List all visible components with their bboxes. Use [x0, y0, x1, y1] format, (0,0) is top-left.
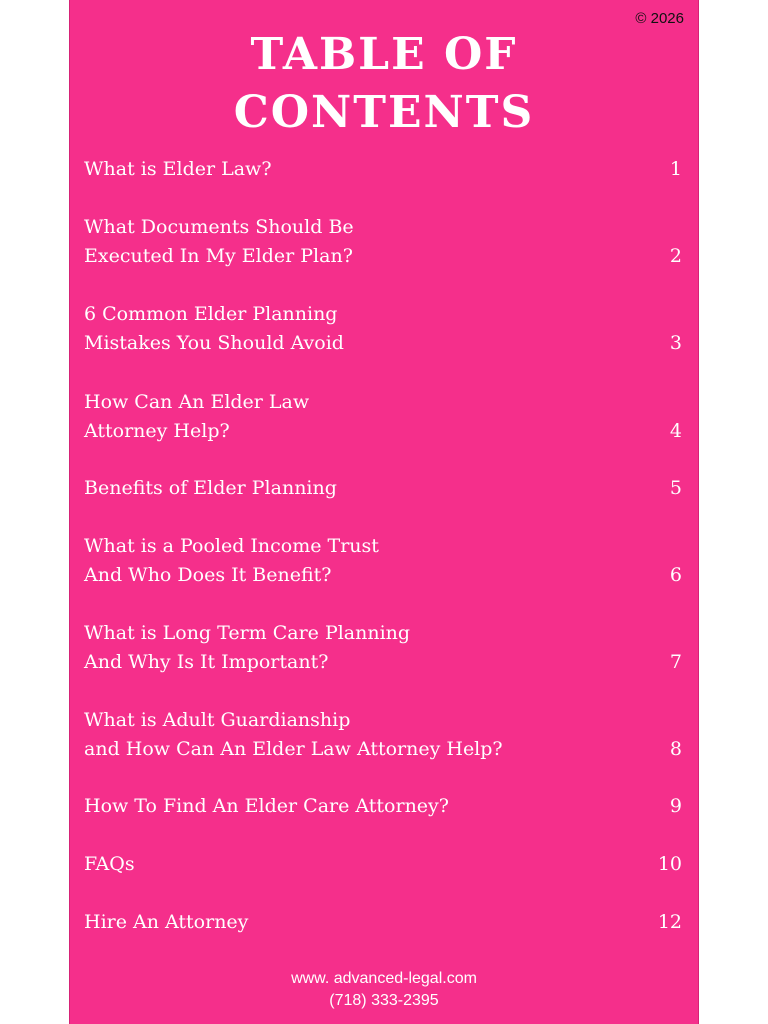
toc-item-label-line: and How Can An Elder Law Attorney Help? — [84, 738, 503, 760]
toc-item-label-line: Benefits of Elder Planning — [84, 477, 337, 499]
toc-item-label-line: Executed In My Elder Plan? — [84, 245, 353, 267]
toc-item-common-mistakes[interactable] — [84, 300, 682, 358]
toc-item-page-number: 3 — [669, 332, 682, 354]
toc-item-label-line: What is Adult Guardianship — [84, 709, 351, 731]
toc-item-label-line: What Documents Should Be — [84, 216, 354, 238]
toc-item-label — [84, 300, 682, 358]
toc-item-label-line: How To Find An Elder Care Attorney? — [84, 795, 449, 817]
toc-item-page-number: 2 — [669, 245, 682, 267]
toc-item-benefits[interactable] — [84, 474, 682, 503]
toc-item-label-line: 6 Common Elder Planning — [84, 303, 338, 325]
toc-item-long-term-care[interactable] — [84, 619, 682, 677]
website-link[interactable]: www. advanced-legal.com — [291, 970, 477, 987]
copyright-notice: © 2026 — [635, 10, 684, 27]
toc-item-adult-guardianship[interactable] — [84, 706, 682, 764]
toc-item-label-line: Mistakes You Should Avoid — [84, 332, 344, 354]
toc-item-label — [84, 532, 682, 590]
toc-item-page-number: 9 — [669, 795, 682, 817]
toc-item-faqs[interactable] — [84, 850, 682, 879]
toc-item-label-line: How Can An Elder Law — [84, 391, 310, 413]
toc-item-label-line: What is Elder Law? — [84, 158, 272, 180]
toc-item-label-line: Attorney Help? — [84, 420, 230, 442]
page-title — [70, 26, 698, 142]
toc-item-label — [84, 792, 682, 821]
toc-item-page-number: 5 — [669, 477, 682, 499]
toc-item-page-number: 4 — [669, 420, 682, 442]
toc-item-label — [84, 908, 682, 937]
toc-item-label — [84, 619, 682, 677]
toc-item-page-number: 6 — [669, 564, 682, 586]
footer-contact — [70, 968, 698, 1012]
toc-item-page-number: 12 — [657, 911, 682, 933]
toc-item-label — [84, 388, 682, 446]
toc-item-attorney-help[interactable] — [84, 388, 682, 446]
toc-item-label — [84, 474, 682, 503]
toc-item-label-line: Hire An Attorney — [84, 911, 249, 933]
toc-item-page-number: 7 — [669, 651, 682, 673]
toc-item-pooled-income-trust[interactable] — [84, 532, 682, 590]
title-line-2: CONTENTS — [233, 87, 535, 138]
toc-item-what-is-elder-law[interactable] — [84, 155, 682, 184]
toc-item-label — [84, 155, 682, 184]
toc-item-hire-attorney[interactable] — [84, 908, 682, 937]
toc-item-label-line: What is Long Term Care Planning — [84, 622, 411, 644]
toc-page — [69, 0, 699, 1024]
toc-item-label — [84, 706, 682, 764]
toc-item-label — [84, 850, 682, 879]
toc-item-documents[interactable] — [84, 213, 682, 271]
toc-item-label-line: And Who Does It Benefit? — [84, 564, 332, 586]
toc-item-page-number: 8 — [669, 738, 682, 760]
toc-item-page-number: 1 — [669, 158, 682, 180]
title-line-1: TABLE OF — [250, 29, 518, 80]
phone-number[interactable]: (718) 333-2395 — [329, 992, 439, 1009]
toc-item-label — [84, 213, 682, 271]
toc-item-find-attorney[interactable] — [84, 792, 682, 821]
toc-item-label-line: FAQs — [84, 853, 135, 875]
toc-item-label-line: And Why Is It Important? — [84, 651, 329, 673]
toc-item-page-number: 10 — [657, 853, 682, 875]
toc-item-label-line: What is a Pooled Income Trust — [84, 535, 379, 557]
